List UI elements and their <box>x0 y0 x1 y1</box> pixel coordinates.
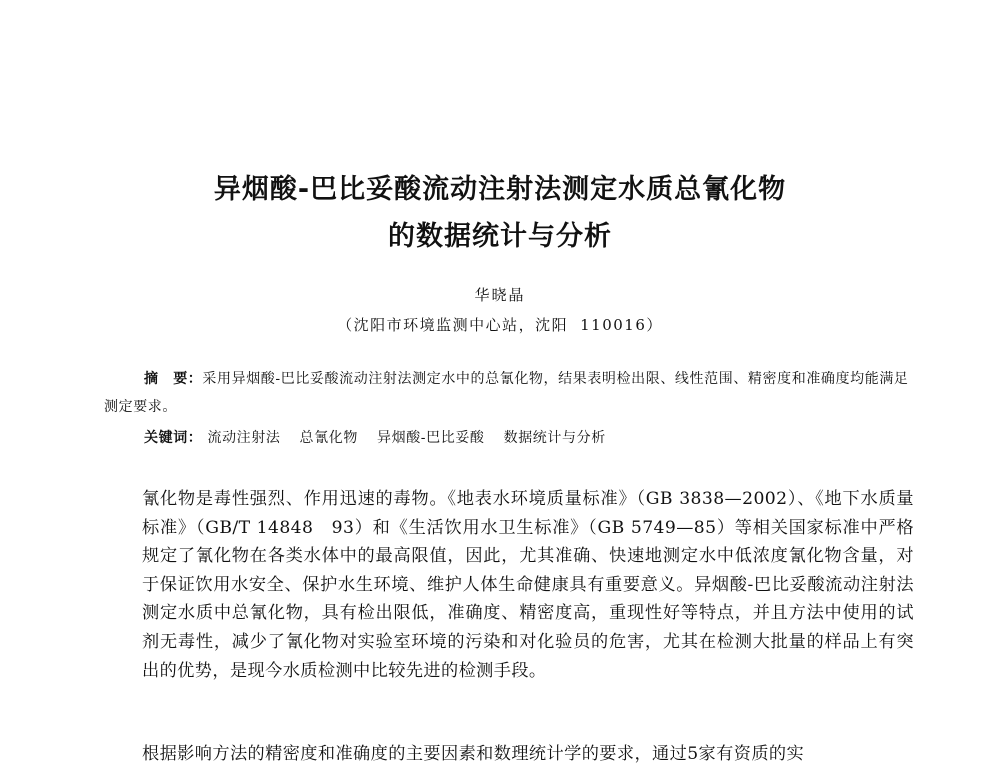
body-paragraph-2: 根据影响方法的精密度和准确度的主要因素和数理统计学的要求，通过5家有资质的实 <box>142 744 805 764</box>
abstract-label: 摘 要： <box>144 371 203 387</box>
abstract-text: 采用异烟酸-巴比妥酸流动注射法测定水中的总氰化物，结果表明检出限、线性范围、精密度和准确度均能满足测定要求。 <box>104 371 909 415</box>
abstract <box>104 365 914 421</box>
body-text <box>104 485 914 685</box>
body-paragraph-1: 氰化物是毒性强烈、作用迅速的毒物。《地表水环境质量标准》（GB 3838—2002）、《地下水质量标准》（GB/T 14848 93）和《生活饮用水卫生标准》（GB 5749—85）等相关国家标准中严格规定了氰化物在各类水体中的最高限值，因此，尤其准确、快速地测定水中低浓度氰化物含量，对于保证饮用水安全、保护水生环境、维护人体生命健康具有重要意义。异烟酸-巴比妥酸流动注射法测定水质中总氰化物，具有检出限低，准确度、精密度高，重现性好等特点，并且方法中使用的试剂无毒性，减少了氰化物对实验室环境的污染和对化验员的危害，尤其在检测大批量的样品上有突出的优势，是现今水质检测中比较先进的检测手段。 <box>142 489 914 681</box>
keyword-item: 异烟酸-巴比妥酸 <box>377 430 485 446</box>
affiliation-text: （沈阳市环境监测中心站，沈阳 <box>337 316 569 334</box>
title-line-1: 异烟酸-巴比妥酸流动注射法测定水质总氰化物 <box>213 174 787 205</box>
keywords-label: 关键词： <box>144 430 203 446</box>
affiliation-postcode: 110016） <box>580 316 663 334</box>
author-name: 华晓晶 <box>474 286 526 304</box>
title-line-2: 的数据统计与分析 <box>388 221 612 252</box>
keywords <box>144 427 924 449</box>
keyword-item: 总氰化物 <box>299 430 358 446</box>
keyword-item: 流动注射法 <box>207 430 281 446</box>
author-affiliation <box>0 314 1000 336</box>
keyword-item: 数据统计与分析 <box>503 430 606 446</box>
